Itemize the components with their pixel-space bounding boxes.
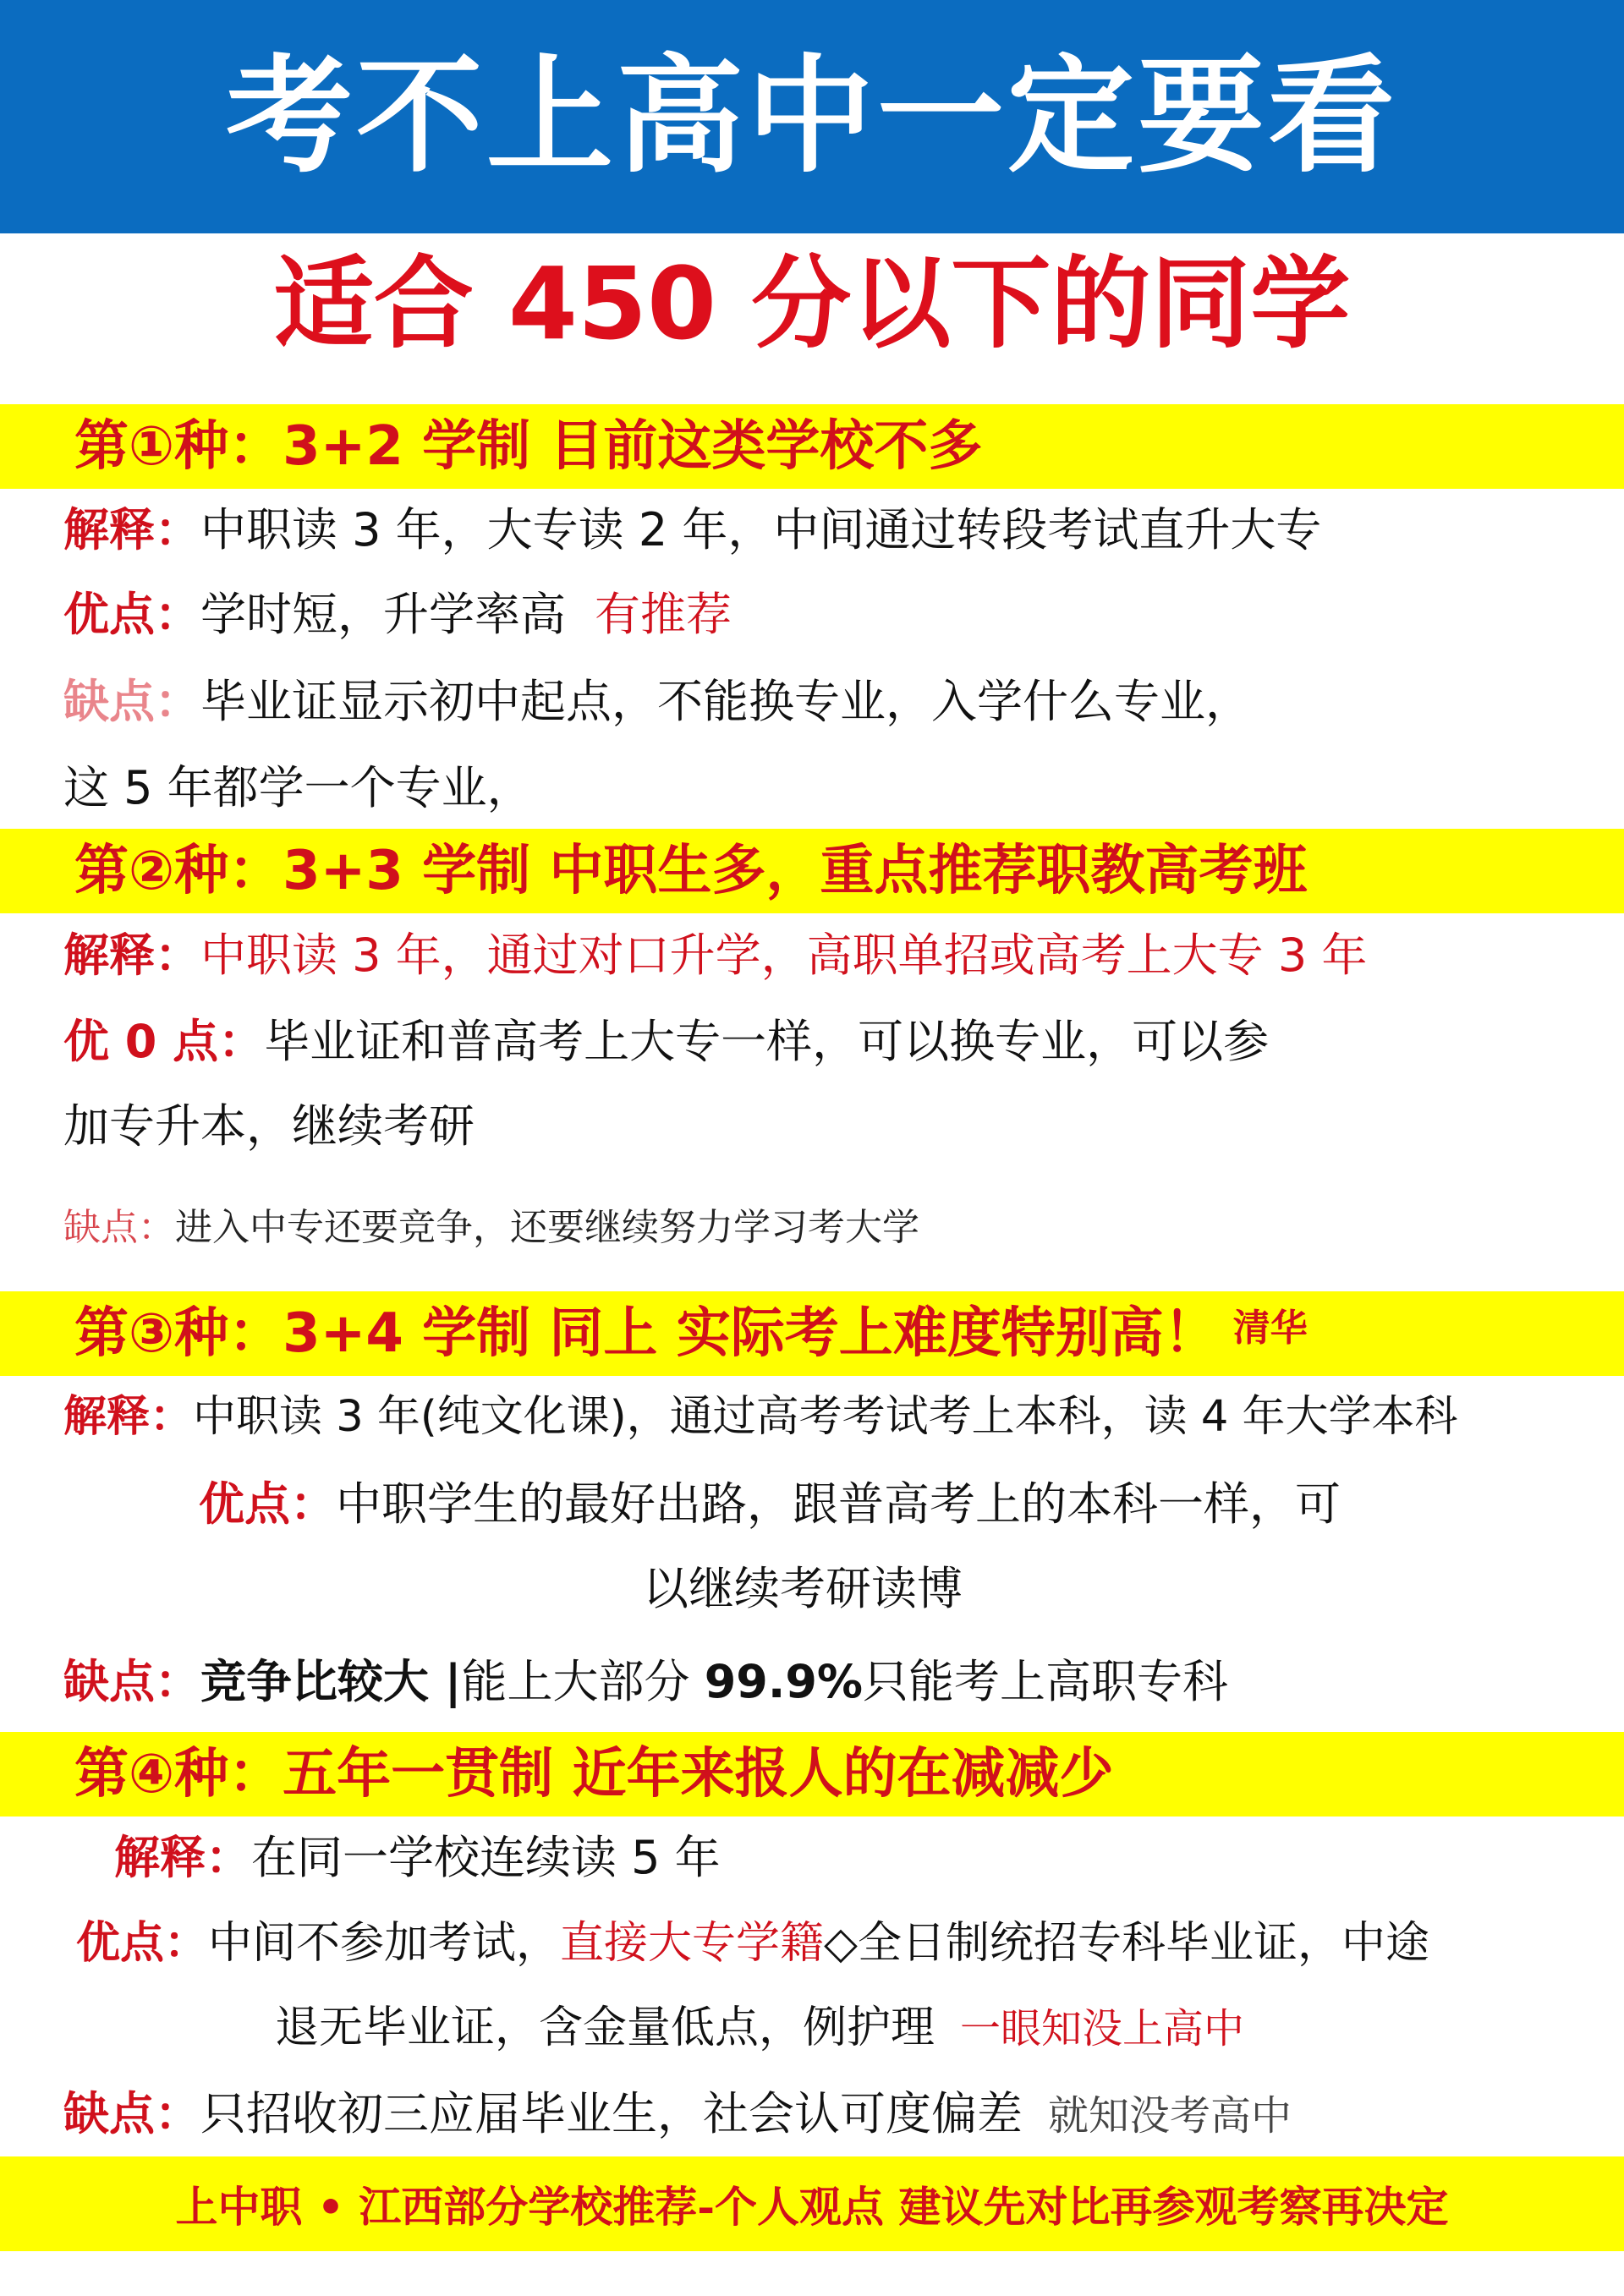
section-2-cons (63, 1206, 919, 1249)
pros-text: 中间不参加考试， (208, 1918, 561, 1969)
section-3-pros (199, 1477, 1341, 1531)
pros-highlight: 直接大专学籍 (560, 1918, 825, 1969)
cons-percent: 99.9% (704, 1655, 864, 1708)
section-4-cons (63, 2087, 1292, 2140)
cons-text: 进入中专还要竞争，还要继续努力学习考大学 (175, 1206, 919, 1249)
section-2-pros-continued: 加专升本，继续考研 (63, 1099, 475, 1153)
section-3-explain (63, 1392, 1458, 1442)
title-banner (0, 0, 1624, 233)
section-2-heading: 第②种：3+3 学制 中职生多，重点推荐职教高考班 (74, 840, 1308, 902)
explain-label: 解释： (63, 503, 200, 556)
cons-label: 缺点： (63, 1655, 200, 1708)
pros-label: 优 0 点： (63, 1015, 265, 1068)
footer-text: 上中职 • 江西部分学校推荐-个人观点 建议先对比再参观考察再决定 (175, 2182, 1449, 2232)
section-1-heading: 第①种：3+2 学制 目前这类学校不多 (74, 415, 983, 478)
section-4-pros-continued (275, 2003, 1245, 2053)
section-4-heading-band (0, 1732, 1624, 1817)
section-3-cons (63, 1655, 1229, 1708)
cons-text-bold: 竞争比较大 | (200, 1655, 462, 1708)
section-1-heading-band (0, 404, 1624, 489)
pros-text: 中职学生的最好出路，跟普高考上的本科一样，可 (336, 1477, 1341, 1531)
explain-label: 解释： (63, 929, 200, 982)
section-3-heading-band (0, 1291, 1624, 1376)
cons-text-mid: 能上大部分 (461, 1655, 705, 1708)
section-1-cons (63, 675, 1251, 728)
explain-text: 中职读 3 年，大专读 2 年，中间通过转段考试直升大专 (200, 503, 1322, 556)
section-3-heading: 第③种：3+4 学制 同上 实际考上难度特别高！ (74, 1302, 1218, 1365)
explain-text: 在同一学校连续读 5 年 (251, 1831, 721, 1884)
section-2-pros (63, 1015, 1270, 1068)
page-title: 考不上高中一定要看 (225, 43, 1398, 190)
explain-text: 中职读 3 年(纯文化课)，通过高考考试考上本科，读 4 年大学本科 (193, 1392, 1458, 1442)
pros-note: 有推荐 (595, 588, 732, 641)
footer-band (0, 2156, 1624, 2251)
section-1-cons-continued: 这 5 年都学一个专业， (63, 761, 533, 814)
explain-label: 解释： (63, 1392, 194, 1442)
pros-text-b: 全日制统招专科毕业证，中途 (858, 1918, 1430, 1969)
cons-label: 缺点： (63, 2087, 200, 2140)
pros-symbol: ◇ (824, 1918, 859, 1969)
pros-label: 优点： (63, 588, 200, 641)
cons-label: 缺点： (63, 675, 200, 728)
section-2-heading-band (0, 829, 1624, 913)
section-3-heading-note: 清华 (1232, 1307, 1308, 1350)
pros-text-2: 退无毕业证，含金量低点，例护理 (275, 2003, 935, 2053)
section-4-heading: 第④种：五年一贯制 近年来报人的在减减少 (74, 1743, 1114, 1806)
section-4-pros (76, 1918, 1430, 1969)
section-2-explain (63, 929, 1368, 982)
cons-label: 缺点： (63, 1206, 175, 1249)
section-4-explain (114, 1831, 721, 1884)
section-3-pros-continued: 以继续考研读博 (643, 1562, 963, 1615)
pros-label: 优点： (76, 1918, 209, 1969)
section-1-explain (63, 503, 1322, 556)
cons-text: 只招收初三应届毕业生，社会认可度偏差 (200, 2087, 1023, 2140)
pros-label: 优点： (199, 1477, 336, 1531)
pros-note: 一眼知没上高中 (960, 2005, 1245, 2052)
cons-note: 就知没考高中 (1048, 2092, 1292, 2140)
pros-text: 毕业证和普高考上大专一样，可以换专业，可以参 (264, 1015, 1270, 1068)
pros-text: 学时短，升学率高 (200, 588, 566, 641)
page-subtitle: 适合 450 分以下的同学 (273, 245, 1351, 362)
cons-text-end: 只能考上高职专科 (863, 1655, 1229, 1708)
cons-text: 毕业证显示初中起点，不能换专业，入学什么专业， (200, 675, 1251, 728)
section-1-pros (63, 588, 732, 641)
explain-text: 中职读 3 年，通过对口升学，高职单招或高考上大专 3 年 (200, 929, 1368, 982)
explain-label: 解释： (114, 1831, 251, 1884)
